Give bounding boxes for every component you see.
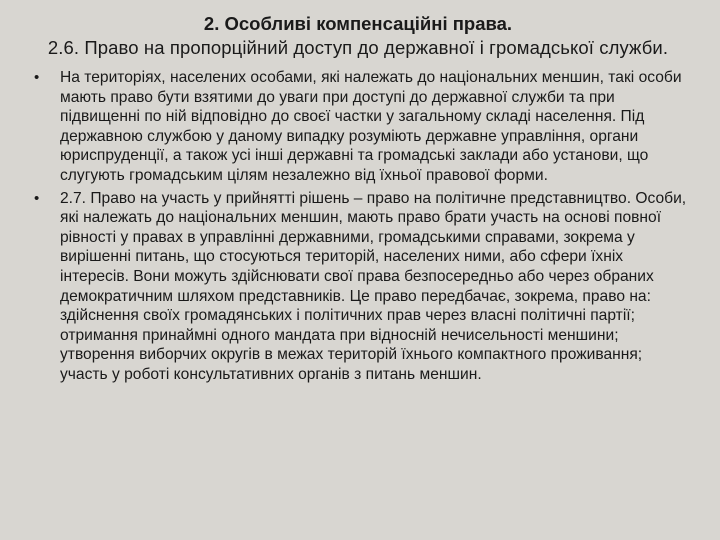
- bullet-marker: •: [34, 69, 40, 86]
- bullet-list: [22, 68, 694, 385]
- bullet-item-proportional-access: [22, 68, 694, 186]
- slide-title: [22, 12, 694, 60]
- subsection-heading: 2.6. Право на пропорційний доступ до державної і громадської служби.: [47, 37, 669, 58]
- bullet-marker: •: [34, 189, 40, 207]
- section-heading: 2. Особливі компенсаційні права.: [203, 13, 513, 34]
- bullet-item-decision-participation: [22, 189, 694, 385]
- bullet-text: 2.7. Право на участь у прийнятті рішень – право на політичне представництво. Особи, які належать до національних меншин, мають право брати участь на основі повної рівності у правах в управлінні державними, громадськими справами, зокрема у вирішенні питань, що стосуються територій, населених ними, або сфери їхніх інтересів. Вони можуть здійснювати свої права безпосередньо або через обраних демократичним шляхом представників. Це право передбачає, зокрема, право на: здійснення своїх громадянських і політичних прав через власні політичні партії; отримання принаймні одного мандата при відносній нечисельності меншини; утворення виборчих округів в межах територій їхнього компактного проживання; участь у роботі консультативних органів з питань меншин.: [60, 189, 687, 383]
- bullet-text: На територіях, населених особами, які належать до національних меншин, такі особи мають право бути взятими до уваги при доступі до державної служби та при підвищенні по ній відповідно до своєї частки у загальному складі населення. Під державною службою у даному випадку розуміють державне управління, органи юриспруденції, а також усі інші державні та громадські заклади або установи, що слугують громадським цілям незалежно від їхньої правової форми.: [60, 69, 682, 184]
